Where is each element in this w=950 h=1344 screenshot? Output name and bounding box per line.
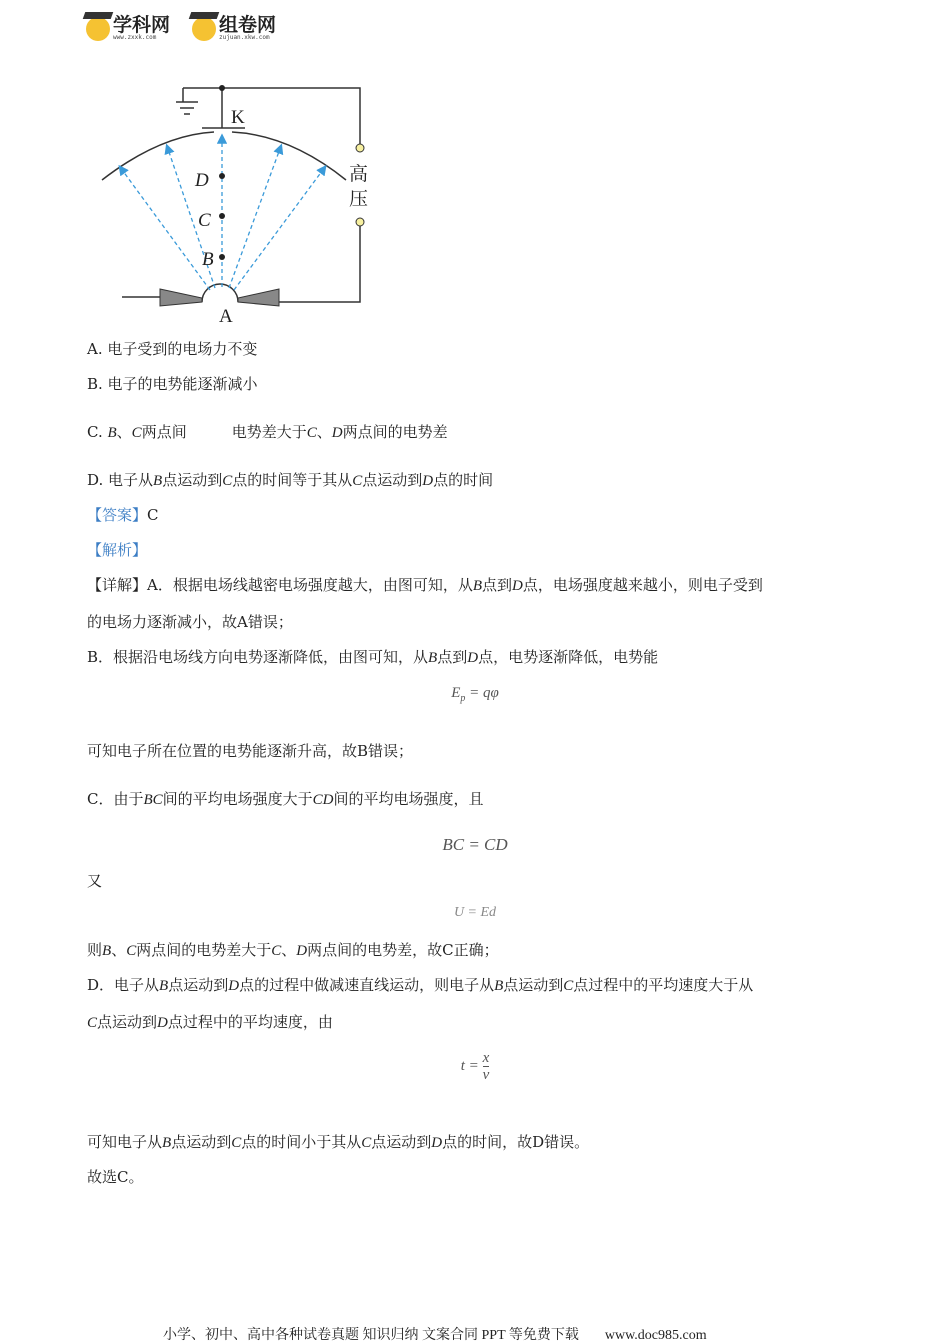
text-segment: C．由于 [87, 790, 144, 808]
variable: D [228, 978, 240, 994]
text-segment: 、 [281, 941, 297, 959]
option-c [87, 422, 448, 443]
option-a [87, 339, 257, 359]
explanation-line [87, 975, 753, 996]
text-segment: C. [87, 423, 108, 441]
text-segment: 点运动到 [162, 471, 223, 489]
formula-t [0, 1050, 950, 1083]
text-segment: 可知电子从 [87, 1133, 163, 1151]
explanation-line [87, 789, 484, 810]
footer-link[interactable]: www.doc985.com [604, 1328, 707, 1343]
analysis-label: 【解析】 [87, 541, 148, 559]
variable: C [361, 1135, 372, 1151]
denominator: v [482, 1067, 490, 1083]
variable: B [494, 978, 504, 994]
fraction [483, 1050, 490, 1083]
variable: C [126, 943, 137, 959]
explanation-line [87, 741, 413, 761]
text-segment: B．根据沿电场线方向电势逐渐降低，由图可知，从 [87, 648, 429, 666]
logo-text: 学科网 [113, 14, 171, 36]
text-segment: 点运动到 [371, 1133, 432, 1151]
text-segment: 的电场力逐渐减小，故A错误； [87, 613, 293, 631]
formula-bc-cd: BC = CD [442, 835, 508, 854]
explanation-line [87, 871, 102, 891]
variable: B [428, 650, 438, 666]
text-segment: 可知电子所在位置的电势能逐渐升高，故B错误； [87, 742, 414, 760]
text-segment: A. 电子受到的电场力不变 [87, 340, 258, 358]
variable: D [157, 1015, 168, 1031]
footer-text: 小学、初中、高中各种试卷真题 知识归纳 文案合同 PPT 等免费下载 [163, 1328, 579, 1343]
variable: B [107, 425, 117, 441]
explanation-line [87, 1132, 589, 1153]
answer-label: 【答案】 [87, 506, 148, 524]
variable: C [231, 1135, 242, 1151]
variable: C [131, 425, 142, 441]
variable: D [431, 1135, 443, 1151]
variable: C [563, 978, 574, 994]
text-segment: 点到 [482, 576, 513, 594]
text-segment: 点到 [437, 648, 468, 666]
text-segment: 点的时间等于其从 [232, 471, 353, 489]
logo-url: www.zxxk.com [113, 34, 157, 41]
text-segment: 两点间的电势差，故C正确； [307, 941, 499, 959]
text-segment: 间的平均电场强度大于 [162, 790, 313, 808]
variable: B [153, 473, 163, 489]
text-segment: 两点间的电势差大于 [136, 941, 272, 959]
variable: C [271, 943, 282, 959]
variable: C [222, 473, 233, 489]
owl-logo-icon [192, 17, 216, 41]
text-segment: 点的时间 [433, 471, 494, 489]
footer [163, 1324, 707, 1344]
text-segment: 、 [316, 423, 332, 441]
explanation-line [87, 1012, 333, 1033]
variable: C [87, 1015, 98, 1031]
text-segment: 又 [87, 872, 103, 890]
variable: D [296, 943, 308, 959]
variable: D [467, 650, 479, 666]
variable: C [352, 473, 363, 489]
explanation-line [87, 940, 499, 961]
variable: CD [312, 792, 334, 808]
formula-text: t = [460, 1057, 483, 1074]
label-high: 高 [349, 163, 369, 185]
label-K: K [231, 107, 245, 128]
text-segment: 点的时间小于其从 [241, 1133, 362, 1151]
formula-text: E [451, 685, 461, 701]
text-segment: 则 [87, 941, 103, 959]
logo-url: zujuan.xkw.com [219, 34, 270, 41]
owl-logo-icon [86, 17, 110, 41]
text-segment: 点运动到 [362, 471, 423, 489]
variable: B [472, 578, 483, 594]
option-b [87, 374, 258, 394]
text-segment: 、 [111, 941, 127, 959]
logo-zxxk [86, 16, 170, 41]
label-D: D [195, 170, 209, 191]
answer-value: C [147, 506, 159, 524]
formula-sub: p [460, 693, 466, 704]
text-segment: 两点间 电势差大于 [141, 423, 307, 441]
label-voltage: 压 [349, 188, 369, 210]
numerator: x [482, 1050, 490, 1066]
text-segment: D．电子从 [87, 976, 160, 994]
text-segment: 、 [116, 423, 132, 441]
text-segment: 点运动到 [97, 1013, 158, 1031]
explanation-line [87, 575, 763, 596]
electron-gun-diagram [95, 80, 385, 330]
formula-text: = qφ [465, 685, 499, 701]
option-d [87, 470, 493, 491]
text-segment: 间的平均电场强度，且 [333, 790, 484, 808]
text-segment: B. 电子的电势能逐渐减小 [87, 375, 258, 393]
text-segment: 点过程中的平均速度大于从 [573, 976, 754, 994]
explanation-line [87, 1167, 143, 1187]
text-segment: 点运动到 [171, 1133, 232, 1151]
text-segment: 点，电势逐渐降低，电势能 [478, 648, 659, 666]
text-segment: 点的时间，故D错误。 [442, 1133, 590, 1151]
text-segment: D. 电子从 [87, 471, 154, 489]
formula-ep [0, 683, 950, 709]
logo-zujuan [192, 16, 276, 41]
variable: D [512, 578, 523, 594]
variable: D [331, 425, 343, 441]
text-segment: 点，电场强度越来越小，则电子受到 [522, 576, 763, 594]
label-C: C [198, 210, 211, 231]
text-segment: 点运动到 [168, 976, 229, 994]
logo-text: 组卷网 [219, 14, 277, 36]
variable: B [102, 943, 112, 959]
formula-u-ed: U = Ed [453, 905, 497, 920]
variable: D [422, 473, 434, 489]
text-segment: 点过程中的平均速度，由 [167, 1013, 333, 1031]
text-segment: 【详解】A．根据电场线越密电场强度越大，由图可知，从 [87, 576, 473, 594]
label-A: A [219, 306, 233, 327]
explanation-line [87, 612, 293, 632]
explanation-line [87, 647, 658, 668]
variable: B [162, 1135, 172, 1151]
variable: BC [143, 792, 163, 808]
text-segment: 故选C。 [87, 1168, 144, 1186]
variable: C [306, 425, 317, 441]
answer-line [87, 505, 159, 525]
text-segment: 点运动到 [503, 976, 564, 994]
label-B: B [202, 249, 214, 270]
variable: B [159, 978, 169, 994]
text-segment: 点的过程中做减速直线运动，则电子从 [239, 976, 495, 994]
text-segment: 两点间的电势差 [342, 423, 448, 441]
